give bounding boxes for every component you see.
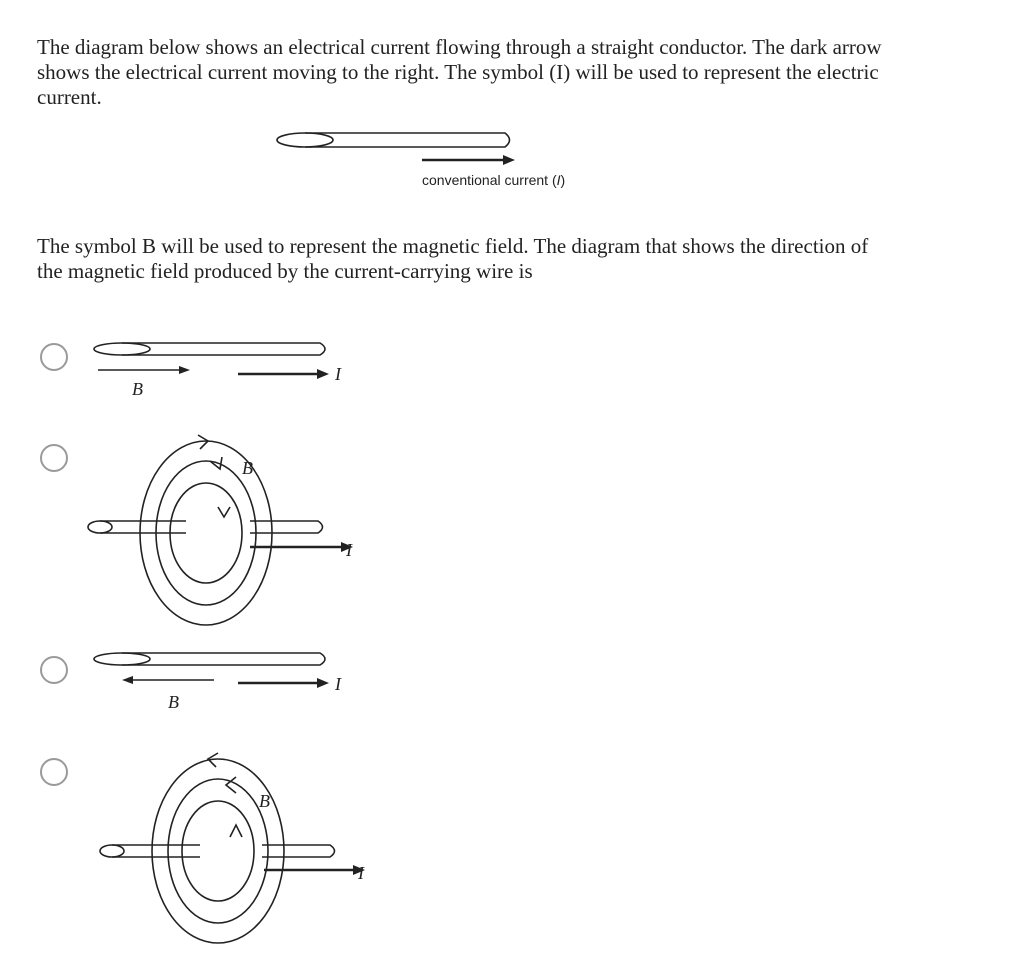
option-b-figure[interactable]: [80, 425, 380, 625]
question-prompt: The symbol B will be used to represent the magnetic field. The diagram that shows the direction of the magnetic field produced by the current-carrying wire is: [37, 234, 869, 283]
wire-end: [277, 133, 333, 147]
option-d-current-label: I: [358, 863, 364, 883]
option-d-field-label: B: [259, 791, 270, 811]
option-d-figure[interactable]: [90, 745, 390, 950]
option-c-current-label: I: [335, 674, 341, 694]
current-arrow-head: [503, 155, 515, 165]
intro-paragraph: The diagram below shows an electrical current flowing through a straight conductor. The dark arrow shows the electrical current moving to the right. The symbol (I) will be used to represent the electric current.: [37, 35, 882, 109]
option-d-radio[interactable]: [40, 758, 68, 786]
option-b-current-label: I: [346, 540, 352, 560]
wire-body: [305, 133, 510, 147]
option-b-radio[interactable]: [40, 444, 68, 472]
option-a-current-label: I: [335, 364, 341, 384]
option-a-field-label: B: [132, 379, 143, 399]
option-c-radio[interactable]: [40, 656, 68, 684]
option-c-figure[interactable]: [80, 640, 380, 720]
option-a-figure[interactable]: [80, 330, 380, 410]
option-b-field-label: B: [242, 458, 253, 478]
option-c-field-label: B: [168, 692, 179, 712]
current-caption: conventional current (I): [422, 172, 566, 188]
option-a-radio[interactable]: [40, 343, 68, 371]
